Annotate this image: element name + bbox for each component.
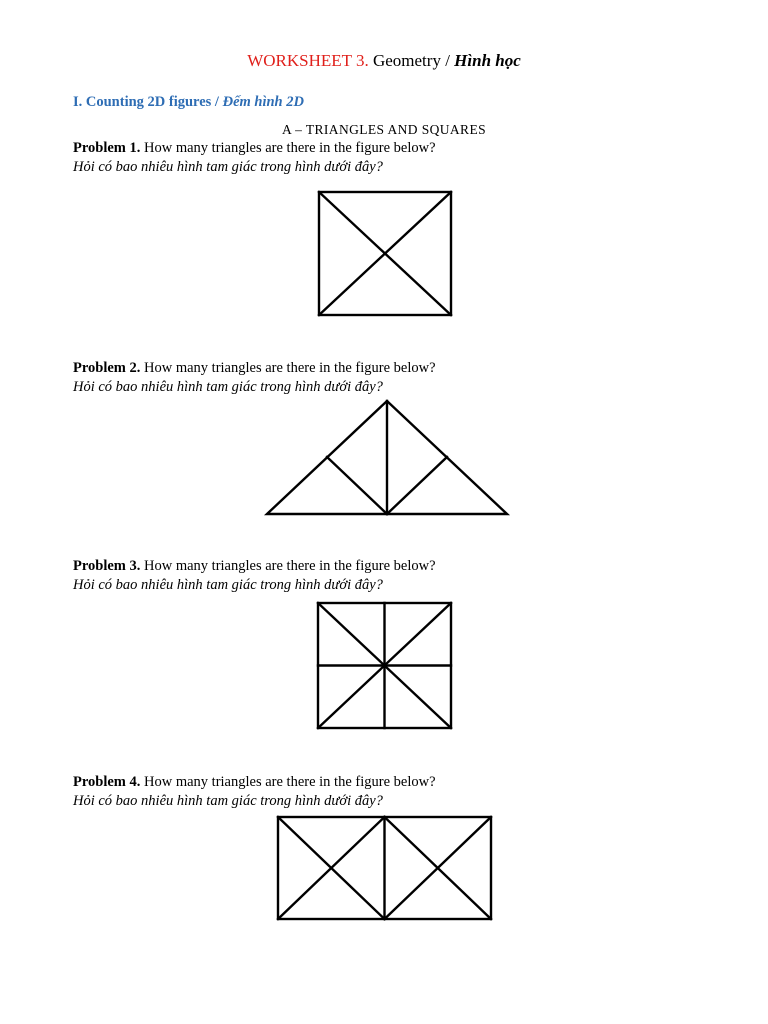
problem-question: How many triangles are there in the figure below? [140, 558, 436, 574]
figure-1-square-with-diagonals [318, 191, 452, 316]
problem-question-vietnamese: Hỏi có bao nhiêu hình tam giác trong hình dưới đây? [73, 159, 383, 175]
problem-4 [73, 773, 436, 811]
problem-1 [73, 139, 436, 177]
problem-question: How many triangles are there in the figure below? [140, 774, 436, 790]
problem-question-vietnamese: Hỏi có bao nhiêu hình tam giác trong hình dưới đây? [73, 379, 383, 395]
problem-question: How many triangles are there in the figure below? [140, 140, 436, 156]
figure-4-two-squares-with-diagonals [277, 816, 492, 920]
title-subject: Geometry / [368, 51, 455, 70]
problem-3 [73, 557, 436, 595]
problem-question: How many triangles are there in the figure below? [140, 360, 436, 376]
figure-3-square-eight-triangles [317, 602, 452, 729]
problem-question-vietnamese: Hỏi có bao nhiêu hình tam giác trong hình dưới đây? [73, 577, 383, 593]
title-subject-vietnamese: Hình học [454, 51, 521, 70]
section-label-vietnamese: Đếm hình 2D [222, 94, 304, 110]
section-label: I. Counting 2D figures / [73, 94, 223, 110]
figure-2-subdivided-triangle [266, 400, 508, 515]
problem-label: Problem 3. [73, 558, 141, 574]
problem-label: Problem 1. [73, 140, 141, 156]
problem-question-vietnamese: Hỏi có bao nhiêu hình tam giác trong hình dưới đây? [73, 793, 383, 809]
problem-label: Problem 4. [73, 774, 141, 790]
subheading: A – TRIANGLES AND SQUARES [281, 122, 487, 137]
section-heading [73, 94, 304, 111]
problem-2 [73, 359, 436, 397]
problem-label: Problem 2. [73, 360, 141, 376]
title-worksheet-number: WORKSHEET 3. [247, 51, 369, 70]
worksheet-title [0, 51, 768, 71]
